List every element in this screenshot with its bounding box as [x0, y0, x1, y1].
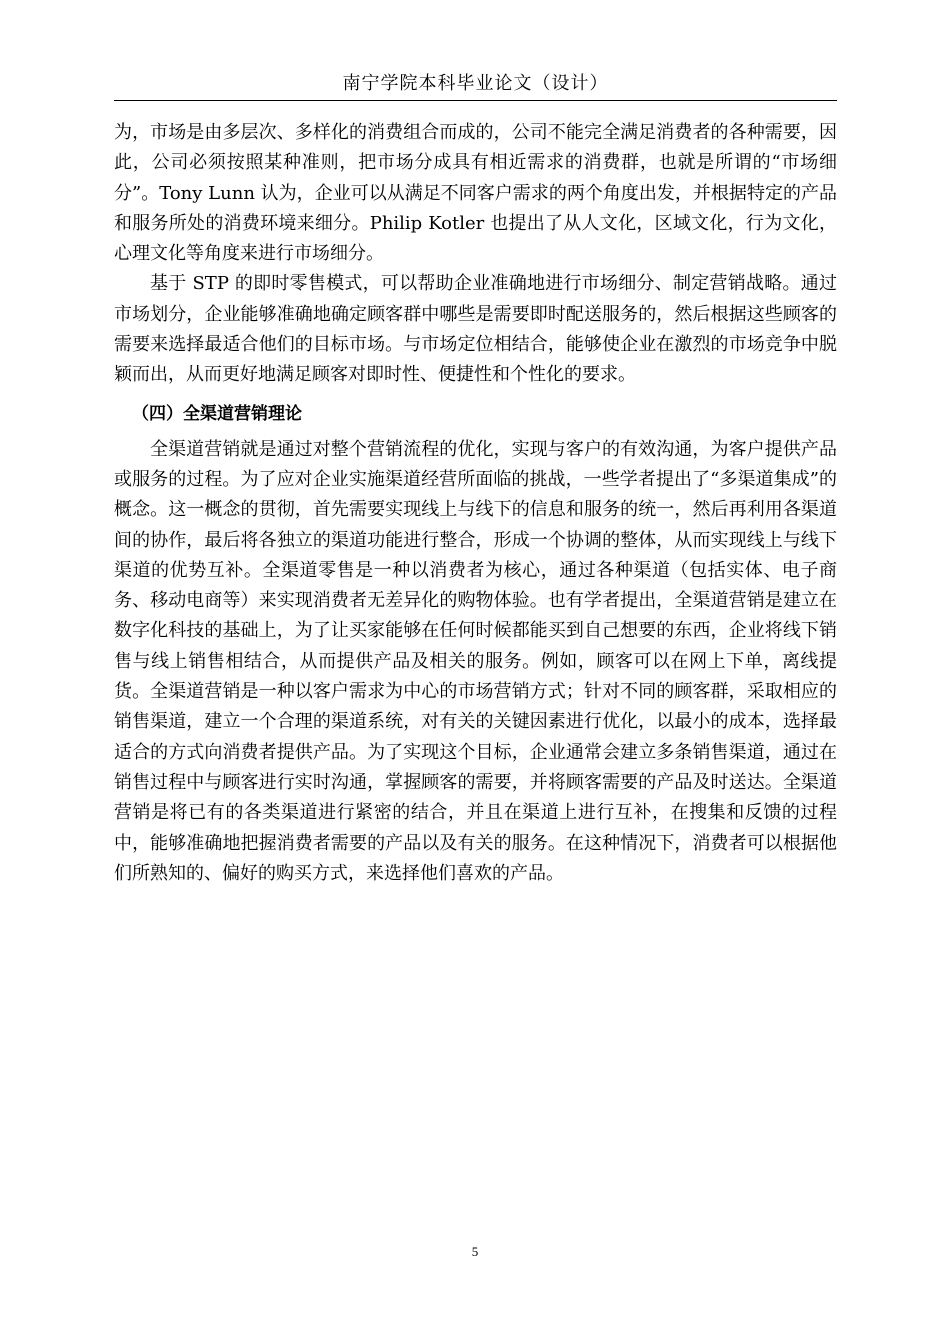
section-heading: （四）全渠道营销理论: [132, 403, 302, 424]
body-text: [114, 118, 837, 889]
paragraph-continued: 为，市场是由多层次、多样化的消费组合而成的，公司不能完全满足消费者的各种需要，因此，公司必须按照某种准则，把市场分成具有相近需求的消费群，也就是所谓的“市场细分”。Tony Lunn 认为，企业可以从满足不同客户需求的两个角度出发，并根据特定的产品和服务所处的消费环境来细分。Philip Kotler 也提出了从人文化，区域文化，行为文化，心理文化等角度来进行市场细分。: [114, 122, 837, 265]
paragraph-stp: 基于 STP 的即时零售模式，可以帮助企业准确地进行市场细分、制定营销战略。通过市场划分，企业能够准确地确定顾客群中哪些是需要即时配送服务的，然后根据这些顾客的需要来选择最适合他们的目标市场。与市场定位相结合，能够使企业在激烈的市场竞争中脱颖而出，从而更好地满足顾客对即时性、便捷性和个性化的要求。: [114, 273, 837, 386]
header-divider: [114, 100, 837, 101]
paragraph-omnichannel: 全渠道营销就是通过对整个营销流程的优化，实现与客户的有效沟通，为客户提供产品或服务的过程。为了应对企业实施渠道经营所面临的挑战，一些学者提出了“多渠道集成”的概念。这一概念的贯彻，首先需要实现线上与线下的信息和服务的统一，然后再利用各渠道间的协作，最后将各独立的渠道功能进行整合，形成一个协调的整体，从而实现线上与线下渠道的优势互补。全渠道零售是一种以消费者为核心，通过各种渠道（包括实体、电子商务、移动电商等）来实现消费者无差异化的购物体验。也有学者提出，全渠道营销是建立在数字化科技的基础上，为了让买家能够在任何时候都能买到自己想要的东西，企业将线下销售与线上销售相结合，从而提供产品及相关的服务。例如，顾客可以在网上下单，离线提货。全渠道营销是一种以客户需求为中心的市场营销方式；针对不同的顾客群，采取相应的销售渠道，建立一个合理的渠道系统，对有关的关键因素进行优化，以最小的成本，选择最适合的方式向消费者提供产品。为了实现这个目标，企业通常会建立多条销售渠道，通过在销售过程中与顾客进行实时沟通，掌握顾客的需要，并将顾客需要的产品及时送达。全渠道营销是将已有的各类渠道进行紧密的结合，并且在渠道上进行互补，在搜集和反馈的过程中，能够准确地把握消费者需要的产品以及有关的服务。在这种情况下，消费者可以根据他们所熟知的、偏好的购买方式，来选择他们喜欢的产品。: [114, 438, 837, 884]
page-header-title: 南宁学院本科毕业论文（设计）: [342, 73, 609, 94]
page-number: 5: [471, 1244, 479, 1259]
